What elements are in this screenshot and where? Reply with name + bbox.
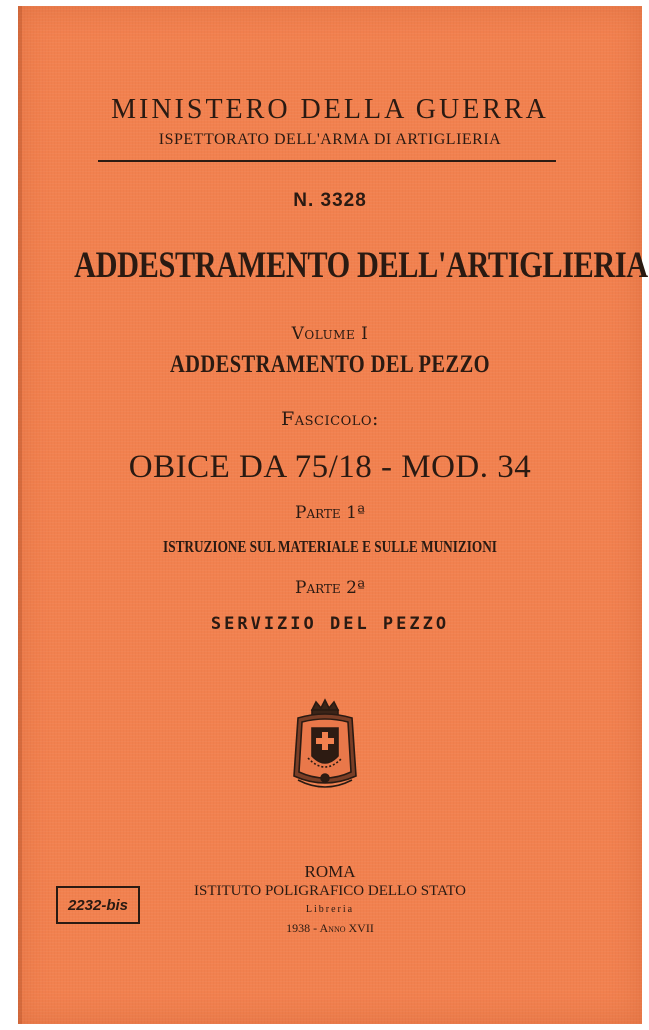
- catalog-stamp-code: 2232-bis: [67, 896, 129, 914]
- part-two-title: SERVIZIO DEL PEZZO: [210, 614, 450, 634]
- publication-year: 1938 - Anno XVII: [286, 921, 374, 935]
- publisher-city: ROMA: [304, 862, 356, 881]
- publication-number: N. 3328: [293, 190, 367, 211]
- volume-title: ADDESTRAMENTO DEL PEZZO: [169, 351, 491, 378]
- book-cover: [18, 6, 648, 1024]
- catalog-stamp: [56, 886, 140, 924]
- fascicolo-title: OBICE DA 75/18 - MOD. 34: [128, 449, 532, 485]
- publisher-name: ISTITUTO POLIGRAFICO DELLO STATO: [194, 883, 466, 899]
- bookshop-label: Libreria: [305, 904, 355, 915]
- savoy-coat-of-arms-icon: [288, 698, 362, 798]
- volume-label: Volume I: [291, 324, 369, 344]
- part-one-label: Parte 1ª: [295, 503, 365, 523]
- part-one-title: ISTRUZIONE SUL MATERIALE E SULLE MUNIZIONI: [163, 537, 497, 556]
- header-divider: [98, 160, 556, 162]
- part-two-label: Parte 2ª: [295, 578, 365, 598]
- ministry-heading: MINISTERO DELLA GUERRA: [111, 94, 549, 125]
- inspectorate-subheading: ISPETTORATO DELL'ARMA DI ARTIGLIERIA: [158, 131, 502, 148]
- main-title: ADDESTRAMENTO DELL'ARTIGLIERIA: [74, 245, 648, 286]
- fascicolo-label: Fascicolo:: [281, 408, 379, 430]
